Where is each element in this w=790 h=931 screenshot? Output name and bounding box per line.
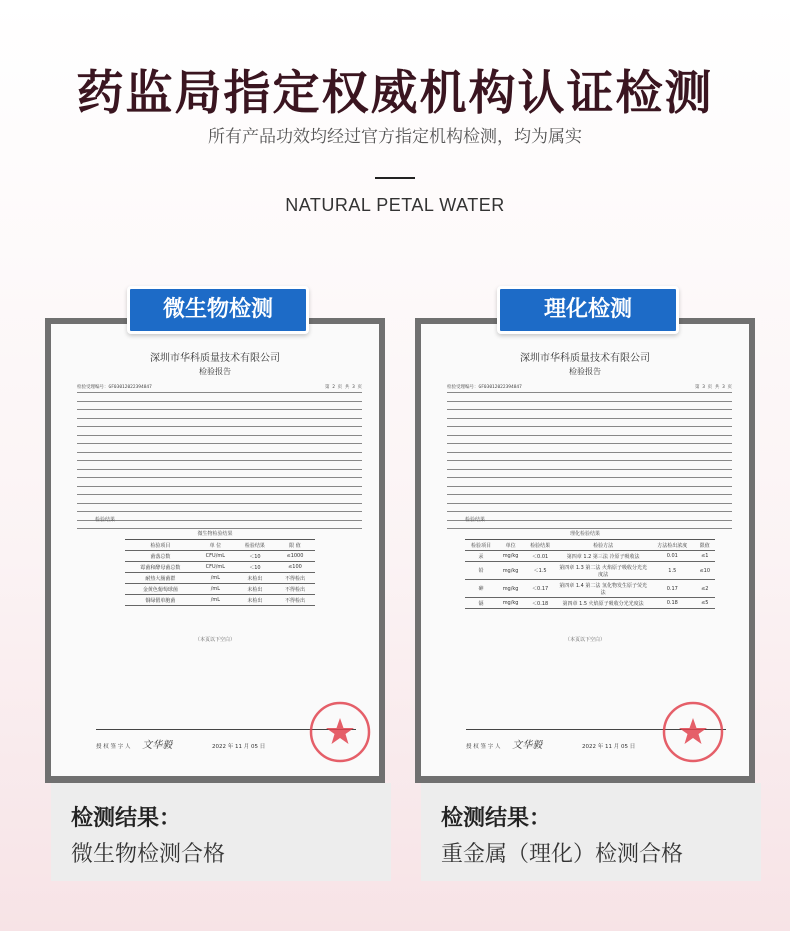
detection-limit: 0.01	[650, 551, 694, 562]
result: ＜0.18	[524, 598, 556, 609]
table-row	[125, 573, 315, 584]
unit: CFU/mL	[196, 562, 235, 573]
page-count: 第 2 页 共 3 页	[325, 385, 362, 390]
physicochemical-report-document	[421, 324, 749, 776]
table-row	[465, 551, 715, 562]
physicochemical-test-tag: 理化检测	[497, 286, 679, 334]
result: ＜1.5	[524, 562, 556, 580]
test-item: 铅	[465, 562, 497, 580]
result: 未检出	[235, 573, 275, 584]
microbiology-test-tag: 微生物检测	[127, 286, 309, 334]
table-row	[125, 551, 315, 562]
test-item: 汞	[465, 551, 497, 562]
limit: ≤1	[695, 551, 715, 562]
unit: /mL	[196, 584, 235, 595]
method: 第四章 1.3 第二法 火焰原子吸收分光光度法	[556, 562, 650, 580]
method: 第四章 1.5 火焰原子吸收分光光度法	[556, 598, 650, 609]
method: 第四章 1.4 第二法 氢化物发生原子荧光法	[556, 580, 650, 598]
column-header: 检验结果	[235, 540, 275, 551]
report-number: 检验受理编号：GF03012022394847	[447, 385, 522, 390]
report-info-grid	[77, 392, 362, 529]
report-header-line	[447, 384, 732, 390]
detection-limit: 0.17	[650, 580, 694, 598]
column-header: 单 位	[196, 540, 235, 551]
limit: 不得检出	[275, 573, 315, 584]
limit: ≤10	[695, 562, 715, 580]
column-header: 检验项目	[465, 540, 497, 551]
column-header: 方法检出浓度	[650, 540, 694, 551]
page-count: 第 3 页 共 3 页	[695, 385, 732, 390]
limit: 不得检出	[275, 584, 315, 595]
result: ＜10	[235, 562, 275, 573]
limit: 不得检出	[275, 595, 315, 606]
table-row	[465, 598, 715, 609]
table-row	[465, 580, 715, 598]
result: 未检出	[235, 595, 275, 606]
unit: /mL	[196, 573, 235, 584]
test-item: 耐热大肠菌群	[125, 573, 196, 584]
inspection-seal-icon	[308, 700, 372, 764]
result-value: 重金属（理化）检测合格	[441, 842, 684, 867]
signature: 文华毅	[512, 740, 543, 751]
report-title: 检验报告	[569, 367, 601, 376]
results-heading: 检验结果	[95, 517, 116, 523]
page-subtitle: 所有产品功效均经过官方指定机构检测，均为属实	[208, 127, 582, 147]
unit: mg/kg	[497, 598, 524, 609]
unit: mg/kg	[497, 551, 524, 562]
page-title: 药监局指定权威机构认证检测	[76, 66, 714, 121]
physicochemical-result-box	[421, 783, 761, 881]
blank-page-note: （本页以下空白）	[194, 637, 235, 643]
limit: ≤2	[695, 580, 715, 598]
result: ＜10	[235, 551, 275, 562]
method: 第四章 1.2 第三法 冷原子吸收法	[556, 551, 650, 562]
table-row	[125, 595, 315, 606]
signer-label: 授 权 签 字 人	[96, 744, 131, 750]
result: 未检出	[235, 584, 275, 595]
unit: mg/kg	[497, 580, 524, 598]
column-header: 检验结果	[524, 540, 556, 551]
result: ＜0.01	[524, 551, 556, 562]
detection-limit: 0.18	[650, 598, 694, 609]
unit: /mL	[196, 595, 235, 606]
results-table-title: 理化检验结果	[569, 531, 600, 537]
result-title: 检测结果：	[71, 806, 182, 831]
limit: ≤1000	[275, 551, 315, 562]
column-header: 单位	[497, 540, 524, 551]
title-divider	[375, 177, 415, 179]
report-info-grid	[447, 392, 732, 529]
physicochemical-results-table	[465, 539, 715, 609]
test-item: 金黄色葡萄球菌	[125, 584, 196, 595]
microbiology-report-document	[51, 324, 379, 776]
lab-name: 深圳市华科质量技术有限公司	[150, 353, 280, 364]
column-header: 检验方法	[556, 540, 650, 551]
blank-page-note: （本页以下空白）	[564, 637, 605, 643]
test-item: 砷	[465, 580, 497, 598]
report-title: 检验报告	[199, 367, 231, 376]
results-table-title: 微生物检验结果	[197, 531, 233, 537]
microbiology-report-panel	[45, 318, 385, 783]
table-row	[125, 584, 315, 595]
test-item: 镉	[465, 598, 497, 609]
column-header: 限值	[695, 540, 715, 551]
lab-name: 深圳市华科质量技术有限公司	[520, 353, 650, 364]
physicochemical-report-panel	[415, 318, 755, 783]
sign-date: 2022 年 11 月 05 日	[582, 744, 636, 750]
test-item: 铜绿假单胞菌	[125, 595, 196, 606]
test-item: 菌落总数	[125, 551, 196, 562]
sign-date: 2022 年 11 月 05 日	[212, 744, 266, 750]
signature: 文华毅	[142, 740, 173, 751]
signer-label: 授 权 签 字 人	[466, 744, 501, 750]
result-title: 检测结果：	[441, 806, 552, 831]
column-header: 检验项目	[125, 540, 196, 551]
report-number: 检验受理编号：GF03012022394847	[77, 385, 152, 390]
test-item: 霉菌和酵母菌总数	[125, 562, 196, 573]
table-row	[125, 562, 315, 573]
table-row	[465, 562, 715, 580]
unit: CFU/mL	[196, 551, 235, 562]
microbiology-result-box	[51, 783, 391, 881]
detection-limit: 1.5	[650, 562, 694, 580]
result-value: 微生物检测合格	[71, 842, 226, 867]
result: ＜0.17	[524, 580, 556, 598]
results-heading: 检验结果	[465, 517, 486, 523]
limit: ≤5	[695, 598, 715, 609]
report-header-line	[77, 384, 362, 390]
unit: mg/kg	[497, 562, 524, 580]
column-header: 限 值	[275, 540, 315, 551]
english-tagline: NATURAL PETAL WATER	[285, 195, 505, 215]
microbiology-results-table	[125, 539, 315, 606]
limit: ≤100	[275, 562, 315, 573]
inspection-seal-icon	[661, 700, 725, 764]
